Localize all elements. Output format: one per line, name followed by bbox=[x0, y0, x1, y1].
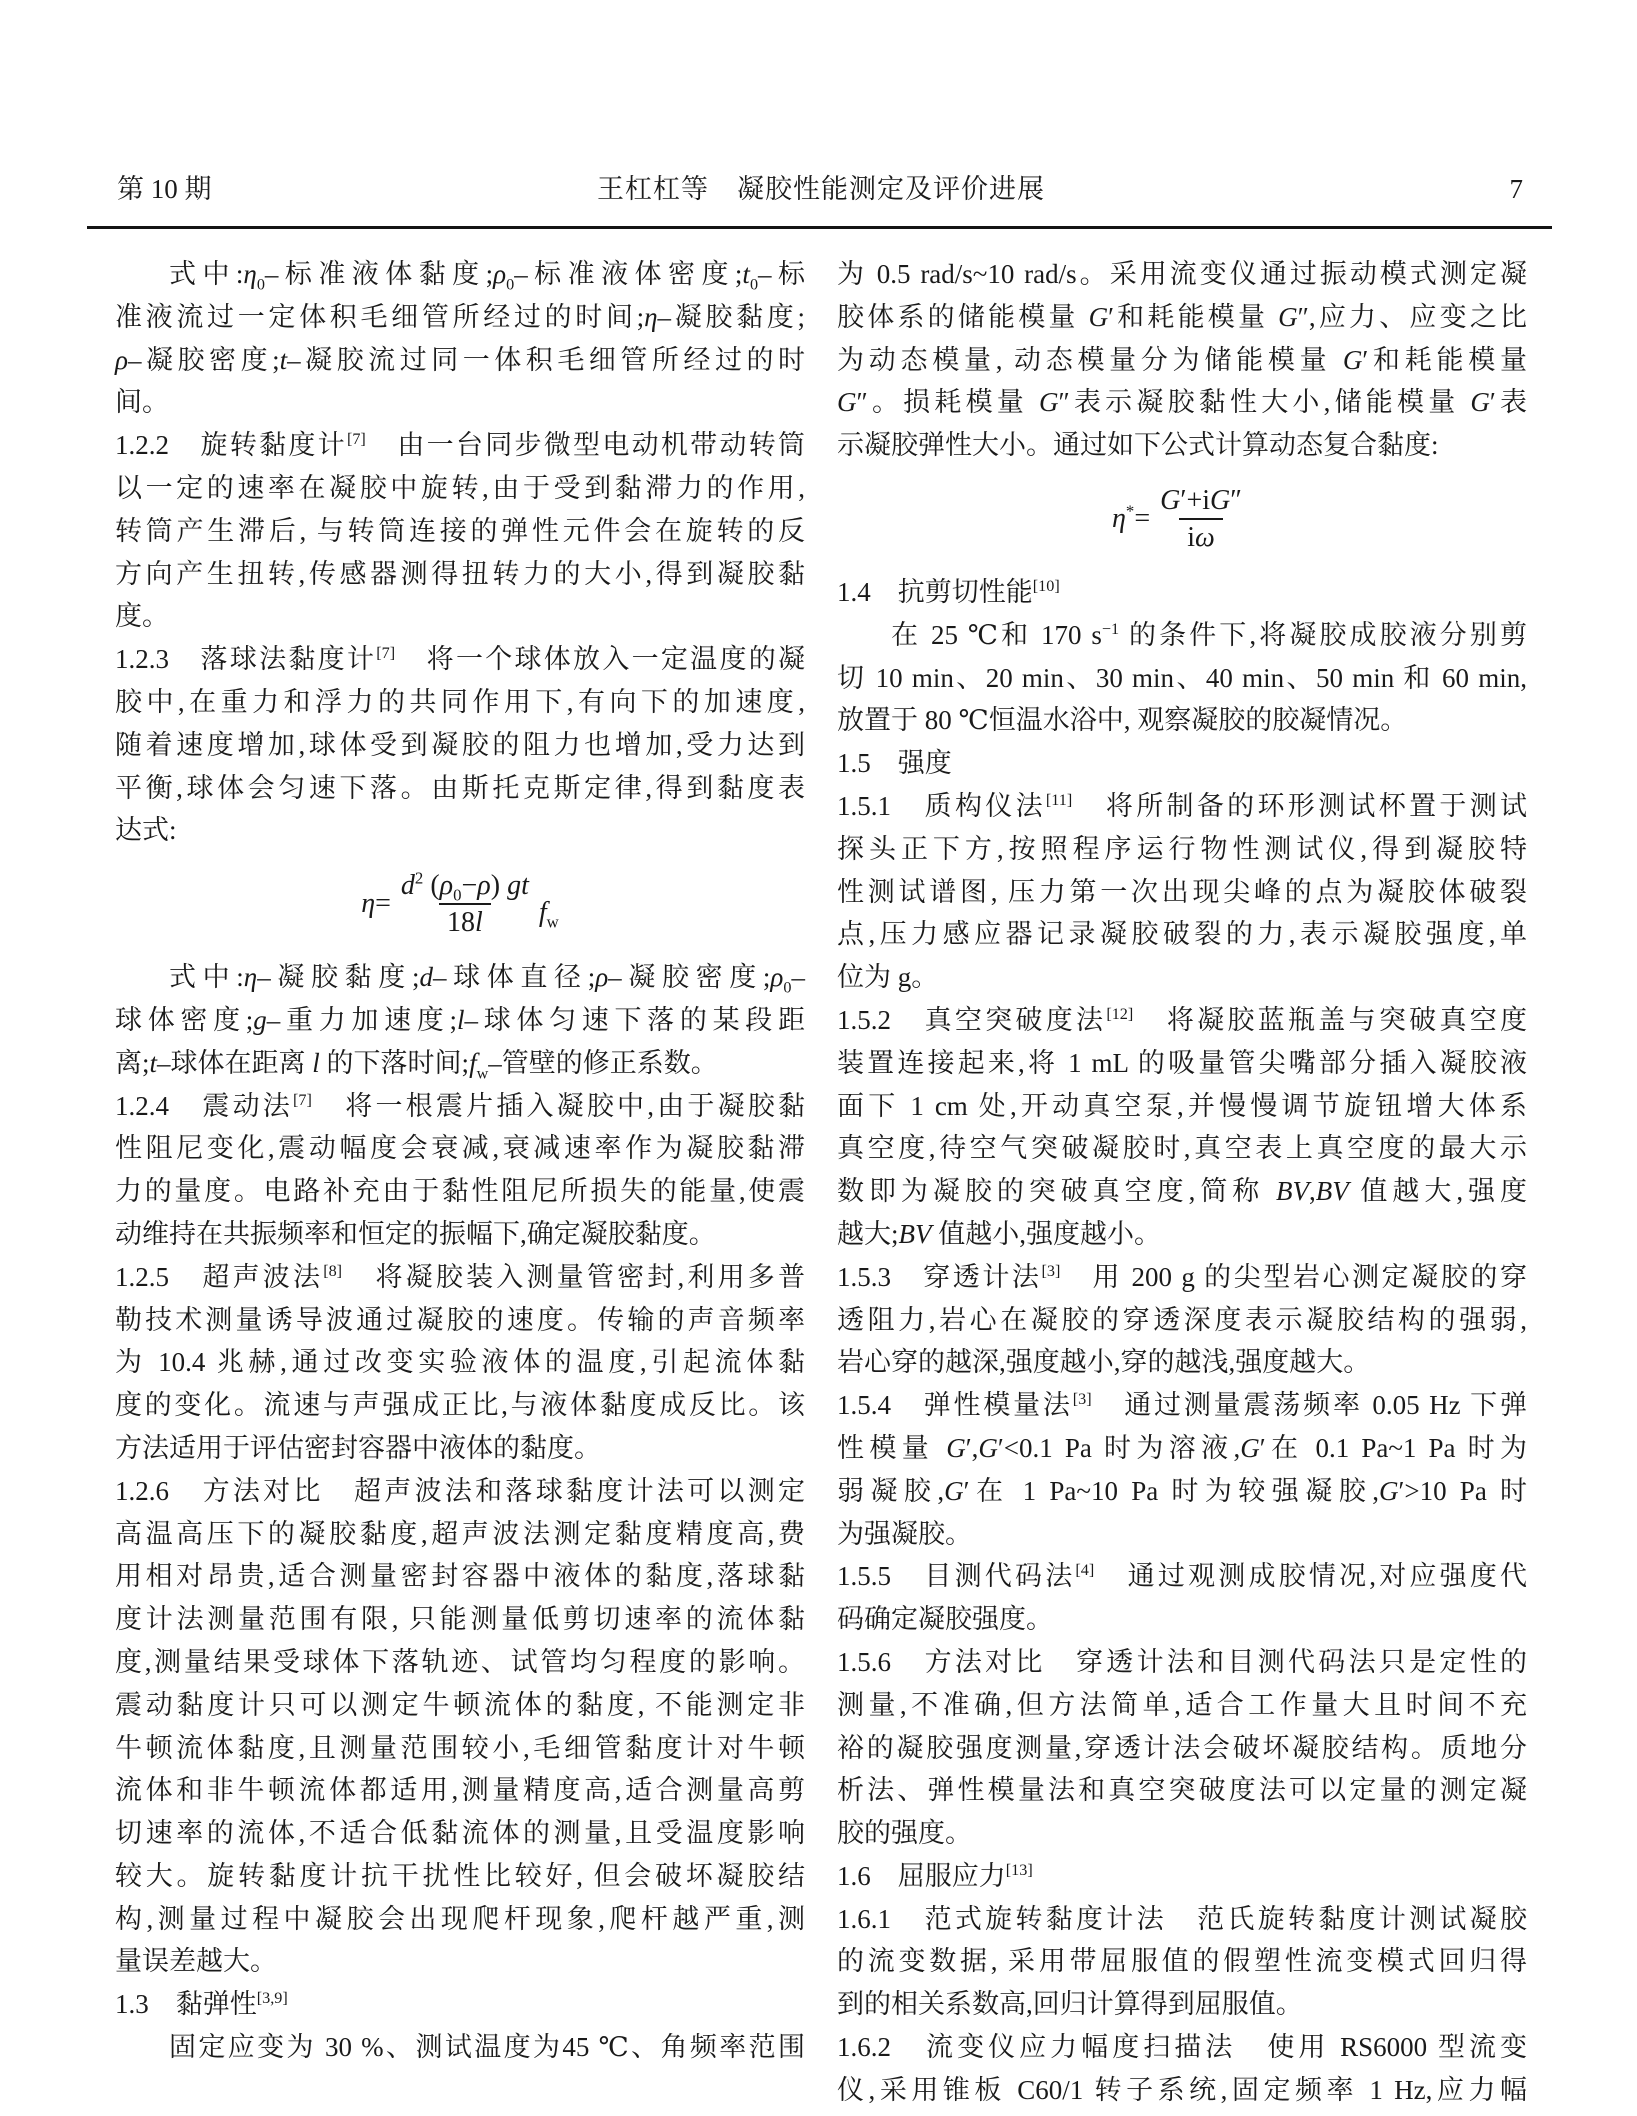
text-line: 度,测量结果受球体下落轨迹、试管均匀程度的影响。 bbox=[115, 1646, 805, 1677]
fraction bbox=[393, 868, 537, 940]
text-line: 式中:η–凝胶黏度;d–球体直径;ρ–凝胶密度$;\rho_0-$ bbox=[169, 962, 805, 997]
text-line: 到的相关系数高,回归计算得到屈服值。 bbox=[837, 1989, 1303, 2020]
equation-lhs: η= bbox=[361, 888, 391, 920]
text-line: 切 10 min、20 min、30 min、40 min、50 min 和 60 min, bbox=[837, 662, 1527, 693]
page-header bbox=[115, 172, 1527, 208]
text-line: 的流变数据, 采用带屈服值的假塑性流变模式回归得 bbox=[837, 1946, 1527, 1977]
text-line: 性阻尼变化,震动幅度会衰减,衰减速率作为凝胶黏滞 bbox=[115, 1133, 805, 1164]
issue-label: 第 10 期 bbox=[117, 174, 212, 204]
equation bbox=[837, 467, 1527, 571]
text-line: 示凝胶弹性大小。通过如下公式计算动态复合黏度: bbox=[837, 430, 1439, 461]
heading-line: 1.5.4 弹性模量法[3] 通过测量震荡频率 0.05 Hz 下弹 bbox=[837, 1390, 1528, 1421]
heading-line: 1.2.4 震动法[7] 将一根震片插入凝胶中,由于凝胶黏 bbox=[115, 1090, 806, 1121]
heading-line: 1.6 屈服应力[13] bbox=[837, 1860, 1033, 1891]
text-line: 越大;BV 值越小,强度越小。 bbox=[837, 1218, 1162, 1249]
heading-line: 1.2.2 旋转黏度计[7] 由一台同步微型电动机带动转筒 bbox=[115, 430, 806, 461]
text-line: 析法、弹性模量法和真空突破度法可以定量的测定凝 bbox=[837, 1775, 1527, 1806]
heading-line: 1.5.2 真空突破度法[12] 将凝胶蓝瓶盖与突破真空度 bbox=[837, 1004, 1528, 1035]
text-line: 裕的凝胶强度测量,穿透计法会破坏凝胶结构。质地分 bbox=[837, 1732, 1527, 1763]
text-line: 准液流过一定体积毛细管所经过的时间;η–凝胶黏度; bbox=[115, 301, 805, 332]
text-line: 较大。旋转黏度计抗干扰性比较好, 但会破坏凝胶结 bbox=[115, 1860, 805, 1891]
denominator: 18l bbox=[439, 903, 491, 940]
text-line: 牛顿流体黏度,且测量范围较小,毛细管黏度计对牛顿 bbox=[115, 1732, 805, 1763]
article-body bbox=[115, 253, 1527, 2112]
text-line: 转筒产生滞后, 与转筒连接的弹性元件会在旋转的反 bbox=[115, 515, 805, 546]
text-line: 达式: bbox=[115, 815, 177, 846]
left-column bbox=[115, 253, 805, 2112]
text-line: 固定应变为 30 %、测试温度为45 ℃、角频率范围 bbox=[169, 2032, 805, 2063]
text-line: 测量,不准确,但方法简单,适合工作量大且时间不充 bbox=[837, 1689, 1527, 1720]
right-column bbox=[837, 253, 1527, 2112]
heading-line: 1.2.5 超声波法[8] 将凝胶装入测量管密封,利用多普 bbox=[115, 1261, 806, 1292]
text-line: 方向产生扭转,传感器测得扭转力的大小,得到凝胶黏 bbox=[115, 558, 805, 589]
text-line: 构,测量过程中凝胶会出现爬杆现象,爬杆越严重,测 bbox=[115, 1903, 805, 1934]
text-line: 数即为凝胶的突破真空度,简称 BV,BV 值越大,强度 bbox=[837, 1176, 1528, 1207]
text-line: 高温高压下的凝胶黏度,超声波法测定黏度精度高,费 bbox=[115, 1518, 805, 1549]
text-line: 度计法测量范围有限, 只能测量低剪切速率的流体黏 bbox=[115, 1604, 805, 1635]
text-line: 性测试谱图, 压力第一次出现尖峰的点为凝胶体破裂 bbox=[837, 876, 1527, 907]
text-line: 平衡,球体会匀速下落。由斯托克斯定律,得到黏度表 bbox=[115, 772, 805, 803]
heading-line: 1.3 黏弹性[3,9] bbox=[115, 1989, 288, 2020]
text-line: 震动黏度计只可以测定牛顿流体的黏度, 不能测定非 bbox=[115, 1689, 805, 1720]
text-line: 弱凝胶,G′在 1 Pa~10 Pa 时为较强凝胶,G′>10 Pa 时 bbox=[837, 1475, 1528, 1506]
text-line: 探头正下方,按照程序运行物性测试仪,得到凝胶特 bbox=[837, 833, 1527, 864]
running-title: 王杠杠等 凝胶性能测定及评价进展 bbox=[597, 174, 1045, 204]
heading-line: 1.5.5 目测代码法[4] 通过观测成胶情况,对应强度代 bbox=[837, 1561, 1528, 1592]
text-line: 面下 1 cm 处,开动真空泵,并慢慢调节旋钮增大体系 bbox=[837, 1090, 1527, 1121]
heading-line: 1.2.3 落球法黏度计[7] 将一个球体放入一定温度的凝 bbox=[115, 644, 806, 675]
text-line: 胶的强度。 bbox=[837, 1818, 972, 1849]
text-line: 为 10.4 兆赫,通过改变实验液体的温度,引起流体黏 bbox=[115, 1347, 805, 1378]
text-line: 流体和非牛顿流体都适用,测量精度高,适合测量高剪 bbox=[115, 1775, 805, 1806]
text-line: 球体密度;g–重力加速度;l–球体匀速下落的某段距 bbox=[115, 1004, 805, 1035]
text-line: ρ–凝胶密度;t–凝胶流过同一体积毛细管所经过的时 bbox=[115, 344, 805, 375]
text-line: 点,压力感应器记录凝胶破裂的力,表示凝胶强度,单 bbox=[837, 919, 1527, 950]
heading-line: 1.5.1 质构仪法[11] 将所制备的环形测试杯置于测试 bbox=[837, 790, 1528, 821]
text-line: 度。 bbox=[115, 601, 169, 632]
text-line: 岩心穿的越深,强度越小,穿的越浅,强度越大。 bbox=[837, 1347, 1371, 1378]
text-line: 度的变化。流速与声强成正比,与液体黏度成反比。该 bbox=[115, 1390, 805, 1421]
page-number: 7 bbox=[1509, 174, 1523, 204]
text-line: 离;t–球体在距离 l 的下落时间$;f_w-$管壁的修正系数。 bbox=[115, 1047, 718, 1083]
text-line: 在 25 ℃和 170 $s^{-1}$ 的条件下,将凝胶成胶液分别剪 bbox=[891, 619, 1528, 650]
heading-line: 1.5.3 穿透计法[3] 用 200 g 的尖型岩心测定凝胶的穿 bbox=[837, 1261, 1528, 1292]
heading-line: 1.2.6 方法对比 超声波法和落球黏度计法可以测定 bbox=[115, 1475, 805, 1506]
text-line: 真空度,待空气突破凝胶时,真空表上真空度的最大示 bbox=[837, 1133, 1527, 1164]
text-line: 方法适用于评估密封容器中液体的黏度。 bbox=[115, 1432, 601, 1463]
text-line: 勒技术测量诱导波通过凝胶的速度。传输的声音频率 bbox=[115, 1304, 805, 1335]
heading-line: 1.5.6 方法对比 穿透计法和目测代码法只是定性的 bbox=[837, 1646, 1527, 1677]
text-line: 性模量 G′,G′<0.1 Pa 时为溶液,G′在 0.1 Pa~1 Pa 时为 bbox=[837, 1432, 1528, 1463]
heading-line: 1.4 抗剪切性能[10] bbox=[837, 576, 1060, 607]
text-line: 为强凝胶。 bbox=[837, 1518, 972, 1549]
text-line: 胶中,在重力和浮力的共同作用下,有向下的加速度, bbox=[115, 686, 805, 717]
text-line: 以一定的速率在凝胶中旋转,由于受到黏滞力的作用, bbox=[115, 472, 805, 503]
text-line: 切速率的流体,不适合低黏流体的测量,且受温度影响 bbox=[115, 1818, 805, 1849]
text-line: 为 0.5 rad/s~10 rad/s。采用流变仪通过振动模式测定凝 bbox=[837, 259, 1527, 289]
text-line: 随着速度增加,球体受到凝胶的阻力也增加,受力达到 bbox=[115, 729, 805, 760]
text-line: 动维持在共振频率和恒定的振幅下,确定凝胶黏度。 bbox=[115, 1218, 716, 1249]
text-line: 间。 bbox=[115, 387, 169, 418]
heading-line: 1.6.1 范式旋转黏度计法 范氏旋转黏度计测试凝胶 bbox=[837, 1903, 1527, 1934]
text-line: 放置于 80 ℃恒温水浴中, 观察凝胶的胶凝情况。 bbox=[837, 705, 1408, 736]
text-line: 量误差越大。 bbox=[115, 1946, 277, 1977]
equation-suffix: $f_w$ bbox=[538, 897, 559, 932]
text-line: 透阻力,岩心在凝胶的穿透深度表示凝胶结构的强弱, bbox=[837, 1304, 1527, 1335]
heading-line: 1.6.2 流变仪应力幅度扫描法 使用 RS6000 型流变 bbox=[837, 2032, 1527, 2063]
text-line: 式中$:\eta_0-$标准液体黏度$;\rho_0-$标准液体密度$;t_0-$标 bbox=[169, 259, 805, 294]
text-line: 位为 g。 bbox=[837, 962, 939, 993]
fraction bbox=[1152, 483, 1250, 555]
text-line: G″。损耗模量 G″表示凝胶黏性大小,储能模量 G′表 bbox=[837, 387, 1528, 418]
text-line: 码确定凝胶强度。 bbox=[837, 1604, 1053, 1635]
text-line: 用相对昂贵,适合测量密封容器中液体的黏度,落球黏 bbox=[115, 1561, 805, 1592]
header-rule bbox=[87, 226, 1552, 229]
equation-lhs: η*= bbox=[1112, 501, 1151, 534]
numerator: G′+iG″ bbox=[1160, 484, 1242, 516]
numerator: $d^2$ $(\rho_0-\rho)$ gt bbox=[400, 868, 529, 905]
text-line: 仪,采用锥板 C60/1 转子系统,固定频率 1 Hz,应力幅 bbox=[837, 2074, 1527, 2105]
text-line: 为动态模量, 动态模量分为储能模量 G′和耗能模量 bbox=[837, 344, 1528, 375]
text-line: 装置连接起来,将 1 mL 的吸量管尖嘴部分插入凝胶液 bbox=[837, 1047, 1527, 1078]
heading-line: 1.5 强度 bbox=[837, 748, 952, 779]
equation bbox=[115, 852, 805, 956]
text-line: 胶体系的储能模量 G′和耗能模量 G″,应力、应变之比 bbox=[837, 301, 1528, 332]
text-line: 力的量度。电路补充由于黏性阻尼所损失的能量,使震 bbox=[115, 1176, 805, 1207]
denominator: iω bbox=[1179, 518, 1223, 555]
